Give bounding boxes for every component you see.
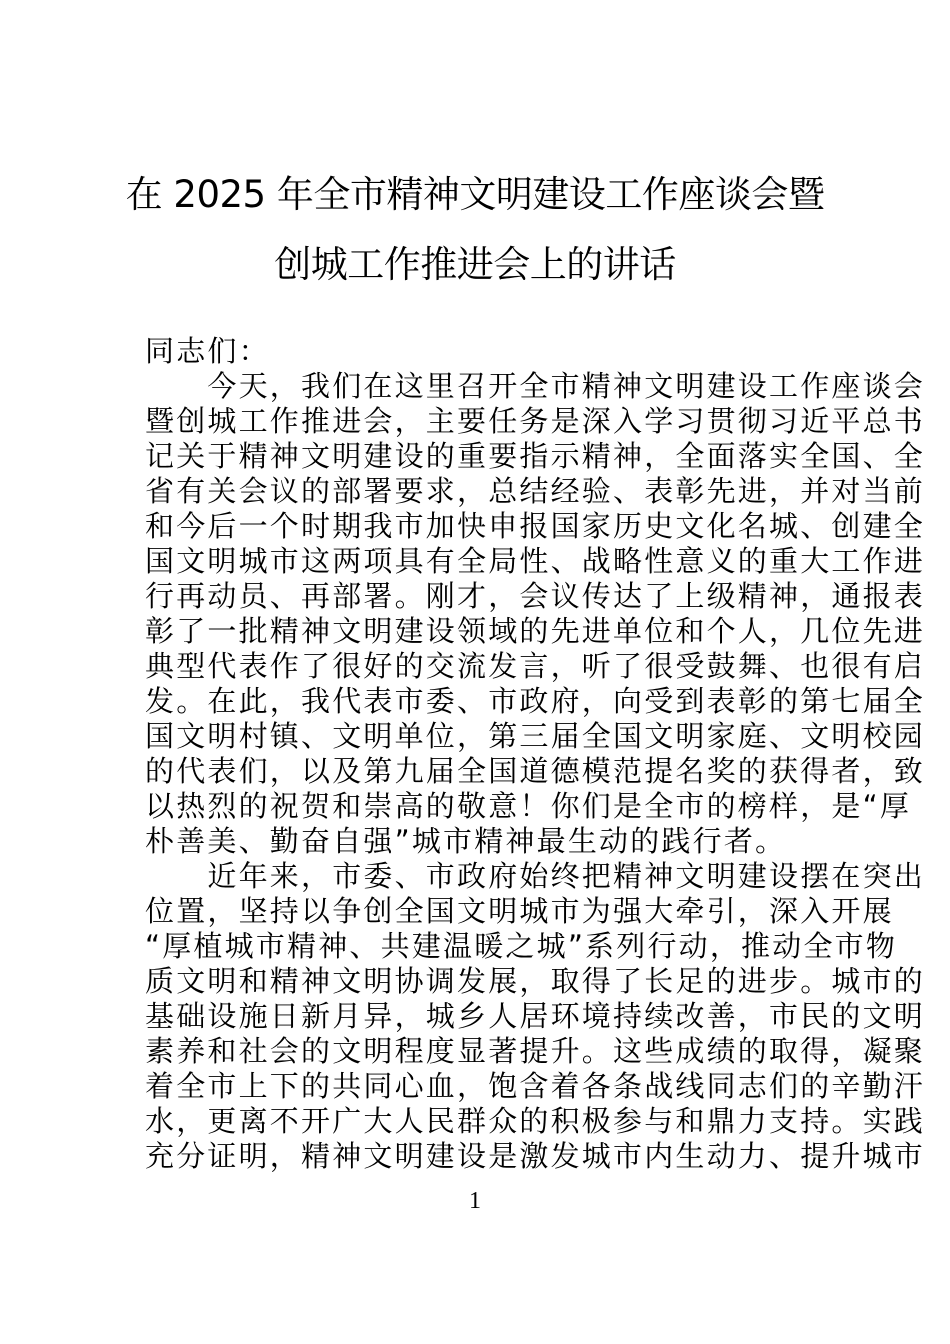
body-line: 朴善美、勤奋自强”城市精神最生动的践行者。 bbox=[145, 824, 787, 858]
body-line: “厚植城市精神、共建温暖之城”系列行动，推动全市物 bbox=[145, 929, 898, 963]
document-body bbox=[145, 334, 926, 1174]
body-line: 质文明和精神文明协调发展，取得了长足的进步。城市的 bbox=[145, 964, 926, 998]
body-line: 典型代表作了很好的交流发言，听了很受鼓舞、也很有启 bbox=[145, 649, 926, 683]
body-line: 以热烈的祝贺和崇高的敬意！你们是全市的榜样，是“厚 bbox=[145, 789, 912, 823]
body-line: 彰了一批精神文明建设领域的先进单位和个人，几位先进 bbox=[145, 614, 926, 648]
body-line: 国文明村镇、文明单位，第三届全国文明家庭、文明校园 bbox=[145, 719, 926, 753]
body-line: 记关于精神文明建设的重要指示精神，全面落实全国、全 bbox=[145, 439, 926, 473]
body-line: 今天，我们在这里召开全市精神文明建设工作座谈会 bbox=[145, 369, 926, 403]
body-line: 充分证明，精神文明建设是激发城市内生动力、提升城市 bbox=[145, 1139, 926, 1173]
body-line: 省有关会议的部署要求，总结经验、表彰先进，并对当前 bbox=[145, 474, 926, 508]
salutation: 同志们： bbox=[145, 334, 270, 368]
body-line: 着全市上下的共同心血，饱含着各条战线同志们的辛勤汗 bbox=[145, 1069, 926, 1103]
body-line: 国文明城市这两项具有全局性、战略性意义的重大工作进 bbox=[145, 544, 926, 578]
body-line: 水，更离不开广大人民群众的积极参与和鼎力支持。实践 bbox=[145, 1104, 926, 1138]
document-title-line-1: 在 2025 年全市精神文明建设工作座谈会暨 bbox=[125, 173, 825, 216]
page-number: 1 bbox=[469, 1188, 481, 1214]
body-line: 位置，坚持以争创全国文明城市为强大牵引，深入开展 bbox=[145, 894, 894, 928]
body-line: 近年来，市委、市政府始终把精神文明建设摆在突出 bbox=[145, 859, 926, 893]
body-line: 的代表们，以及第九届全国道德模范提名奖的获得者，致 bbox=[145, 754, 926, 788]
document-title-line-2: 创城工作推进会上的讲话 bbox=[274, 243, 676, 286]
body-line: 发。在此，我代表市委、市政府，向受到表彰的第七届全 bbox=[145, 684, 926, 718]
body-line: 素养和社会的文明程度显著提升。这些成绩的取得，凝聚 bbox=[145, 1034, 926, 1068]
body-line: 和今后一个时期我市加快申报国家历史文化名城、创建全 bbox=[145, 509, 926, 543]
body-line: 暨创城工作推进会，主要任务是深入学习贯彻习近平总书 bbox=[145, 404, 926, 438]
body-line: 基础设施日新月异，城乡人居环境持续改善，市民的文明 bbox=[145, 999, 926, 1033]
body-line: 行再动员、再部署。刚才，会议传达了上级精神，通报表 bbox=[145, 579, 926, 613]
